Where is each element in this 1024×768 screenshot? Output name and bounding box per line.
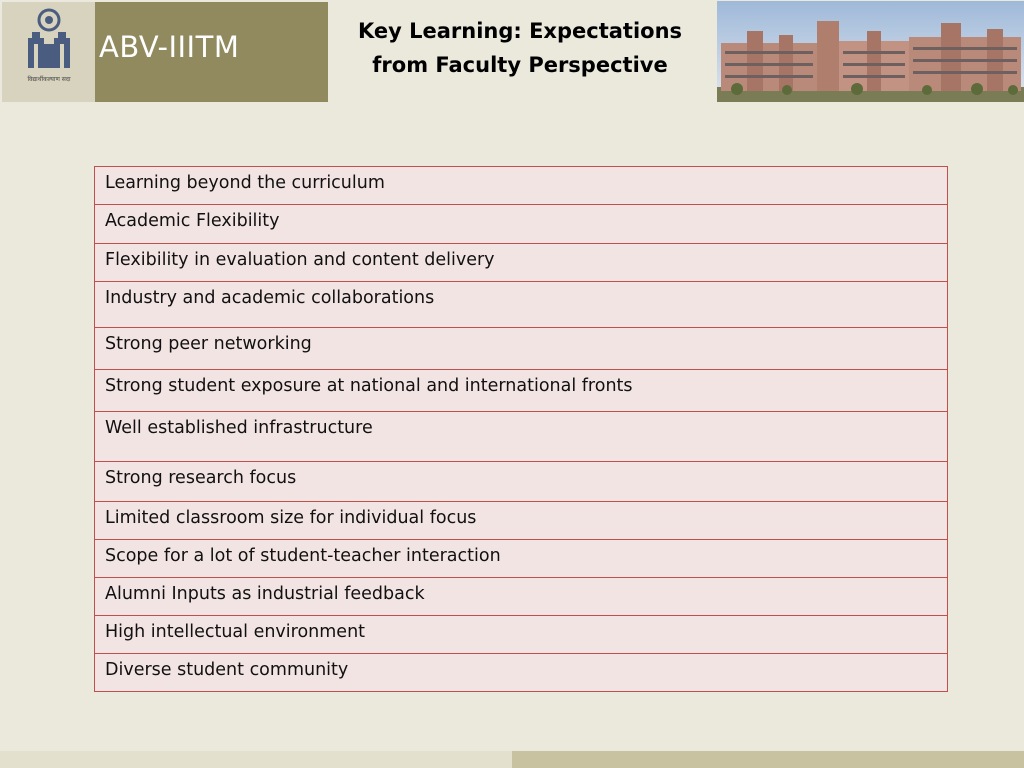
title-line-1: Key Learning: Expectations [357,19,683,43]
emblem-caption: विद्यार्थीकल्याण सदा [27,76,71,83]
title-line-2: from Faculty Perspective [372,53,668,77]
table-row [95,540,948,578]
footer-band-left [0,751,512,768]
campus-photo [717,1,1024,102]
table-row [95,167,948,205]
table-cell: Strong student exposure at national and international fronts [95,370,948,412]
campus-building-image [717,1,1024,102]
table-row [95,616,948,654]
footer-band-right [512,751,1024,768]
logo-text: ABV-IIITM [99,30,240,64]
expectations-table [94,166,948,692]
table-cell: Alumni Inputs as industrial feedback [95,578,948,616]
table-cell: Limited classroom size for individual focus [95,502,948,540]
table-row [95,328,948,370]
table-cell: Scope for a lot of student-teacher interaction [95,540,948,578]
table-cell: Strong peer networking [95,328,948,370]
table-row [95,370,948,412]
emblem-panel [2,2,95,102]
slide-title [330,14,710,82]
table-row [95,578,948,616]
emblem-icon [22,8,76,72]
table-cell: Learning beyond the curriculum [95,167,948,205]
table-row [95,502,948,540]
table-row [95,654,948,692]
table-cell: Diverse student community [95,654,948,692]
table-row [95,412,948,462]
table-row [95,462,948,502]
table-cell: Academic Flexibility [95,205,948,244]
table-row [95,282,948,328]
table-cell: Well established infrastructure [95,412,948,462]
table-cell: Flexibility in evaluation and content delivery [95,244,948,282]
table-cell: Strong research focus [95,462,948,502]
table-cell: High intellectual environment [95,616,948,654]
table-cell: Industry and academic collaborations [95,282,948,328]
table-row [95,244,948,282]
table-row [95,205,948,244]
institute-logo [2,2,328,102]
